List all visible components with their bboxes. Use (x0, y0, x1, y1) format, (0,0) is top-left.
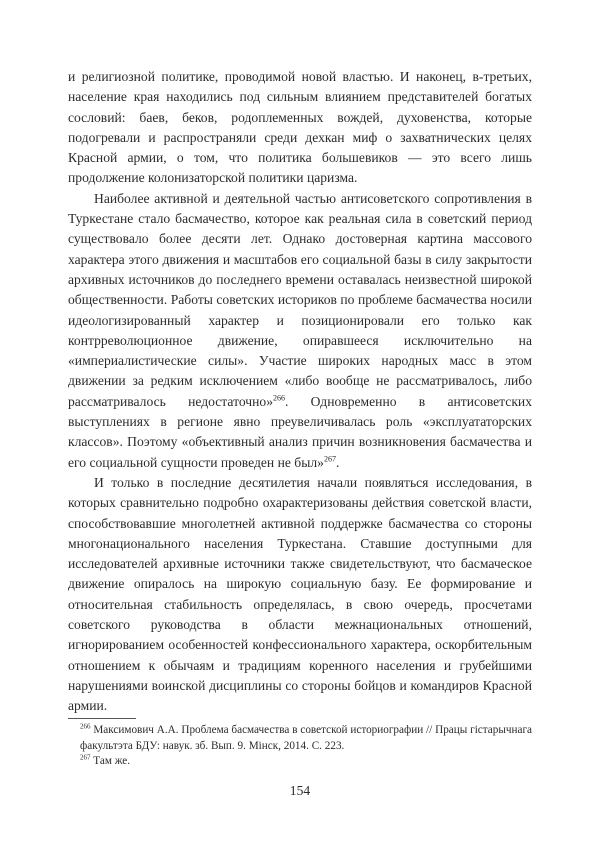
footnote-ref-266: 266 (273, 393, 285, 403)
footnote-266 (68, 723, 532, 754)
paragraph-3: И только в последние десятилетия начали появляться исследования, в которых сравнительно подробно охарактеризованы действия советской власти, способствовавшие многолетней активной поддержке басмачества со стороны многонационального населения Туркестана. Ставшие доступными для исследователей архивные источники также свидетельствуют, что басмаческое движение опиралось на широкую социальную базу. Ее формирование и относительная стабильность определялась, в свою очередь, просчетами советского руководства в области межнациональных отношений, игнорированием особенностей конфессионального характера, оскорбительным отношением к обычаям и традициям коренного населения и грубейшими нарушениями воинской дисциплины со стороны бойцов и командиров Красной армии. (68, 474, 532, 714)
footnotes (68, 723, 532, 770)
footnote-number: 267 (80, 753, 91, 762)
main-text (68, 67, 532, 717)
footnote-ref-267: 267 (323, 454, 336, 464)
page-number: 154 (289, 783, 311, 798)
paragraph-2-part-c: . (335, 454, 340, 470)
paragraph-2-part-a: Наиболее активной и деятельной частью антисоветского сопротивления в Туркестане стало басмачество, которое как реальная сила в советский период существовало более десяти лет. Однако достоверная картина массового характера этого движения и масштабов его социальной базы в силу закрытости архивных источников до последнего времени оставалась неизвестной широкой общественности. Работы советских историков по проблеме басмачества носили идеологизированный характер и позиционировали его только как контрреволюционное движение, опиравшееся исключительно на «империалистические силы». Участие широких народных масс в этом движении за редким исключением «либо вообще не рассматривалось, либо рассматривалось недостаточно» (68, 190, 532, 409)
footnote-separator (68, 718, 136, 719)
paragraph-1: и религиозной политике, проводимой новой властью. И наконец, в-третьих, население края находились под сильным влиянием представителей богатых сословий: баев, беков, родоплеменных вождей, духовенства, которые подогревали и распространяли среди дехкан миф о захватнических целях Красной армии, о том, что политика большевиков — это всего лишь продолжение колонизаторской политики царизма. (68, 69, 532, 186)
footnote-text: Там же. (93, 755, 131, 768)
paragraph-2-part-b: . Одновременно в антисоветских выступлениях в регионе явно преувеличивалась роль «эксплуататорских классов». Поэтому «объективный анализ причин возникновения басмачества и его социальной сущности проведен не был» (68, 393, 533, 470)
paragraph-2 (68, 189, 532, 473)
footnote-267 (68, 754, 532, 770)
footnote-number: 266 (80, 722, 91, 731)
footnote-text: Максимович А.А. Проблема басмачества в советской историографии // Працы гістарычнага факультэта БДУ: навук. зб. Вып. 9. Мінск, 2014. С. 223. (80, 724, 532, 752)
